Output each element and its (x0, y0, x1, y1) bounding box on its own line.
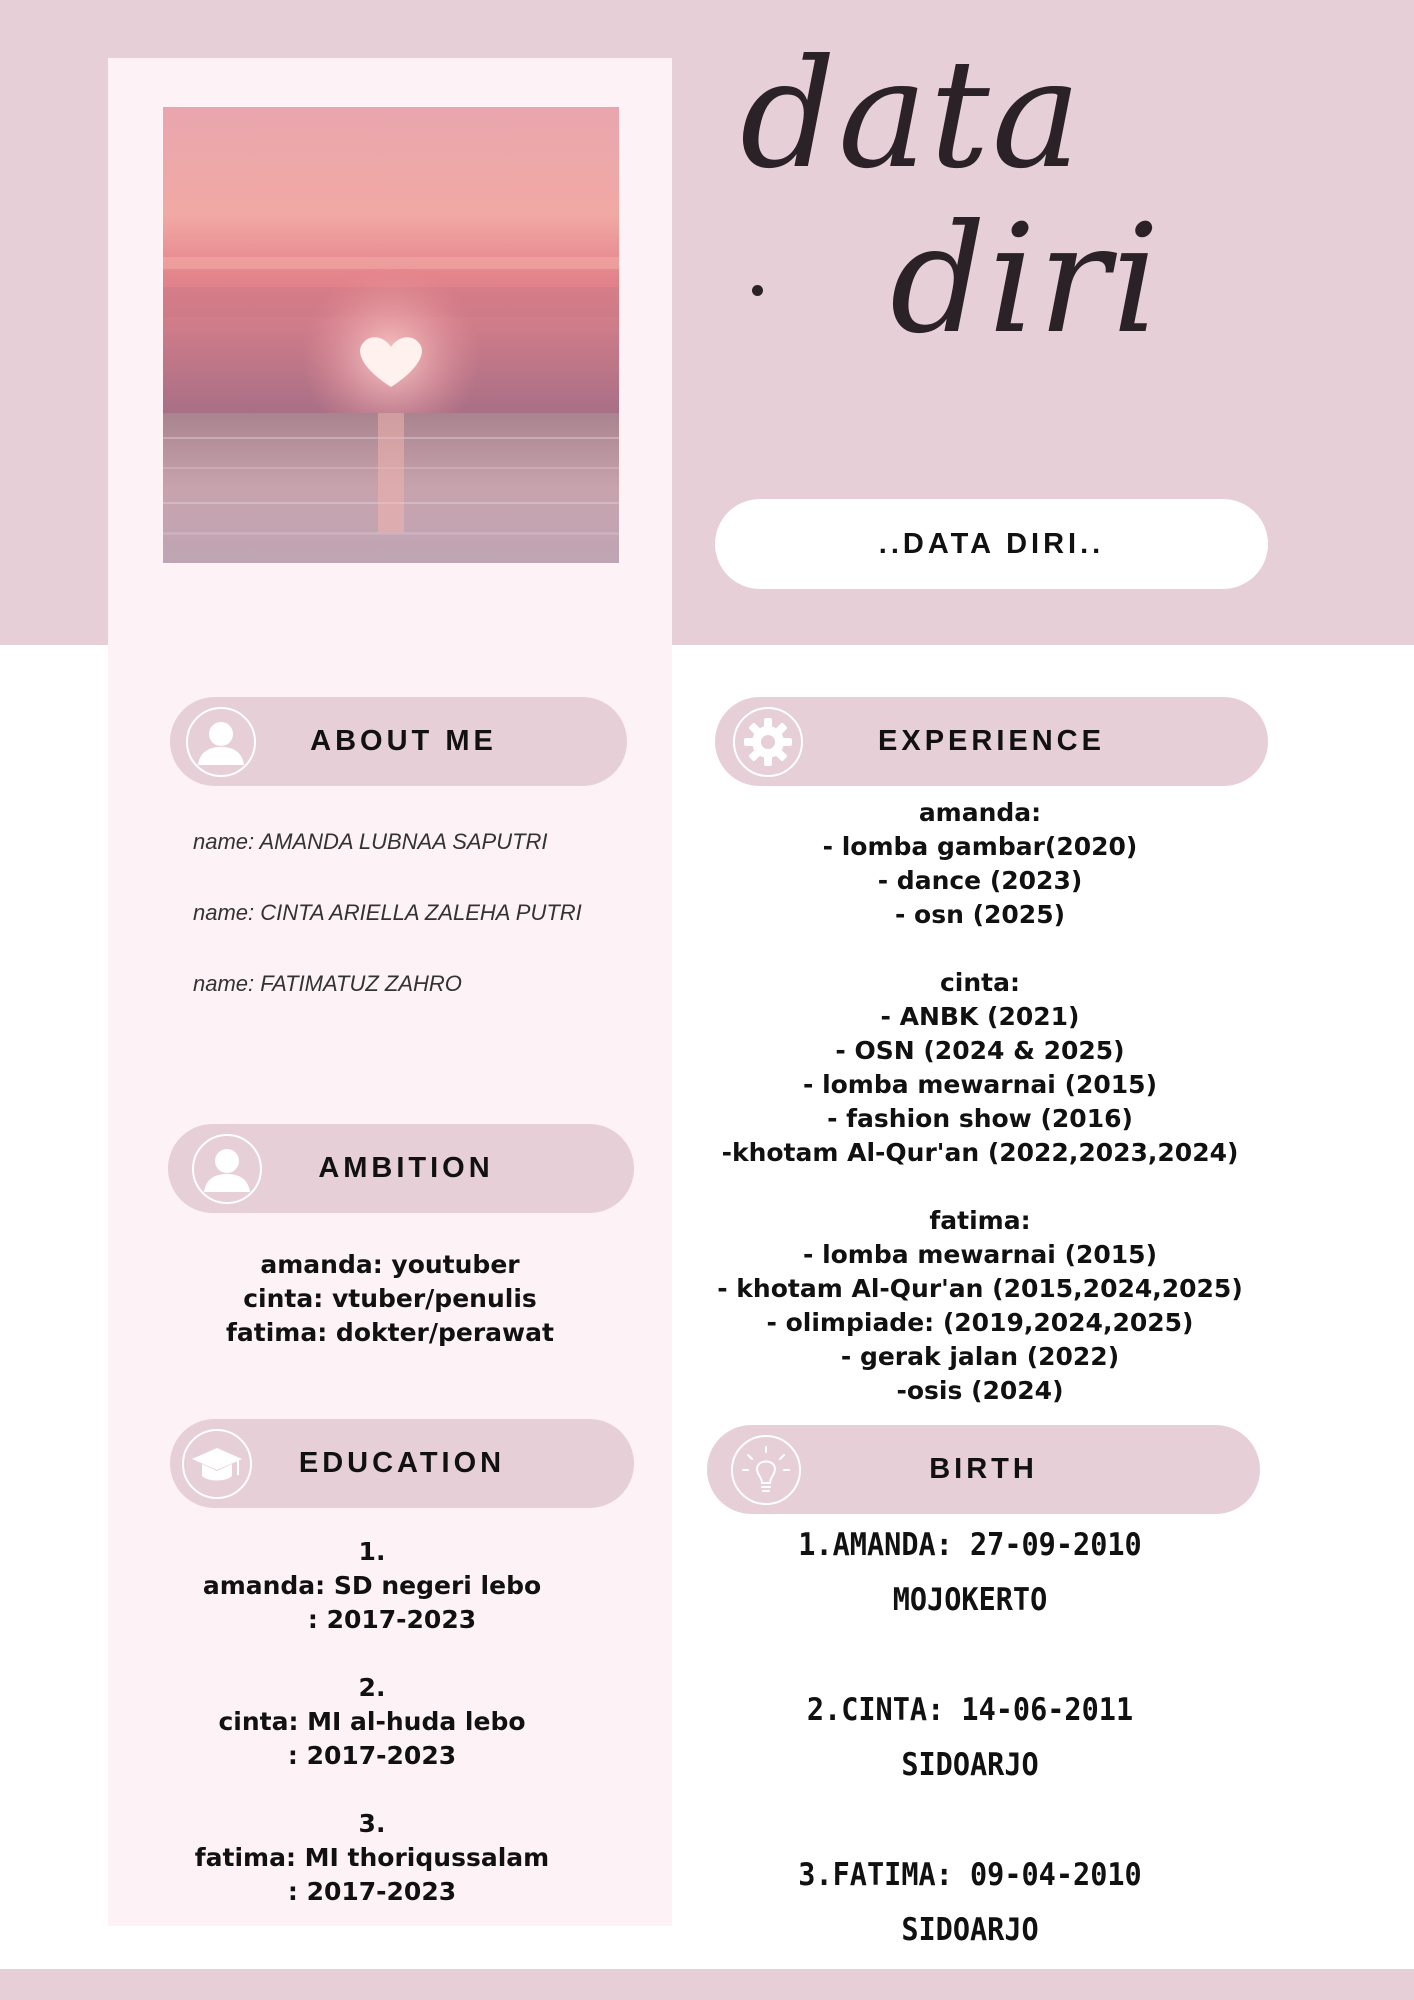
about-me-names (193, 826, 653, 1039)
experience-item: - osn (2025) (894, 900, 1066, 929)
experience-list (700, 796, 1260, 1408)
user-icon (186, 707, 256, 777)
ambition-amanda: amanda: youtuber (260, 1250, 520, 1279)
birth-cinta-place: SIDOARJO (901, 1747, 1039, 1783)
education-header (170, 1419, 634, 1508)
experience-item: - gerak jalan (2022) (840, 1342, 1120, 1371)
education-school-1: amanda: SD negeri lebo (202, 1571, 542, 1600)
education-years-2: : 2017-2023 (287, 1741, 457, 1770)
title-diri: diri (890, 193, 1162, 367)
experience-item: - khotam Al-Qur'an (2015,2024,2025) (717, 1274, 1243, 1303)
gear-icon (733, 707, 803, 777)
ambition-cinta: cinta: vtuber/penulis (243, 1284, 537, 1313)
education-title: EDUCATION (298, 1447, 506, 1479)
title-data: data (740, 28, 1084, 202)
data-diri-pill (715, 499, 1268, 589)
education-list (172, 1535, 572, 1909)
experience-item: - dance (2023) (877, 866, 1083, 895)
birth-title: BIRTH (929, 1453, 1038, 1485)
education-years-3: : 2017-2023 (287, 1877, 457, 1906)
user-icon (192, 1134, 262, 1204)
about-me-header (170, 697, 627, 786)
ambition-title: AMBITION (318, 1152, 494, 1184)
lightbulb-icon (731, 1435, 801, 1505)
experience-item: - ANBK (2021) (880, 1002, 1080, 1031)
about-name-1: name: AMANDA LUBNAA SAPUTRI (193, 829, 548, 854)
experience-item: -khotam Al-Qur'an (2022,2023,2024) (721, 1138, 1239, 1167)
birth-fatima-date: 3.FATIMA: 09-04-2010 (798, 1857, 1142, 1893)
experience-item: - OSN (2024 & 2025) (835, 1036, 1125, 1065)
data-diri-label: ..DATA DIRI.. (878, 527, 1105, 560)
education-num-1: 1. (358, 1537, 386, 1566)
birth-list (722, 1518, 1219, 1958)
about-name-3: name: FATIMATUZ ZAHRO (193, 971, 462, 996)
birth-header (707, 1425, 1260, 1514)
experience-name-amanda: amanda: (918, 798, 1042, 827)
experience-name-cinta: cinta: (939, 968, 1020, 997)
birth-cinta-date: 2.CINTA: 14-06-2011 (806, 1692, 1134, 1728)
ambition-fatima: fatima: dokter/perawat (226, 1318, 554, 1347)
birth-amanda-place: MOJOKERTO (892, 1582, 1048, 1618)
graduation-cap-icon (182, 1429, 252, 1499)
footer-band (0, 1969, 1414, 2000)
experience-name-fatima: fatima: (929, 1206, 1031, 1235)
education-school-3: fatima: MI thoriqussalam (194, 1843, 550, 1872)
about-name-2: name: CINTA ARIELLA ZALEHA PUTRI (193, 900, 582, 925)
education-num-2: 2. (358, 1673, 386, 1702)
birth-fatima-place: SIDOARJO (901, 1912, 1039, 1948)
experience-item: - lomba gambar(2020) (822, 832, 1138, 861)
birth-amanda-date: 1.AMANDA: 27-09-2010 (798, 1527, 1142, 1563)
experience-item: -osis (2024) (896, 1376, 1064, 1405)
education-years-1: : 2017-2023 (307, 1605, 477, 1634)
sunset-heart-photo (163, 107, 619, 563)
ambition-header (168, 1124, 634, 1213)
experience-item: - olimpiade: (2019,2024,2025) (766, 1308, 1194, 1337)
experience-header (715, 697, 1268, 786)
about-me-title: ABOUT ME (310, 725, 497, 757)
experience-item: - lomba mewarnai (2015) (802, 1240, 1158, 1269)
experience-item: - lomba mewarnai (2015) (802, 1070, 1158, 1099)
title-dot (752, 285, 763, 296)
education-school-2: cinta: MI al-huda lebo (218, 1707, 526, 1736)
experience-title: EXPERIENCE (878, 725, 1105, 757)
ambition-list (170, 1248, 610, 1350)
education-num-3: 3. (358, 1809, 386, 1838)
experience-item: - fashion show (2016) (827, 1104, 1133, 1133)
